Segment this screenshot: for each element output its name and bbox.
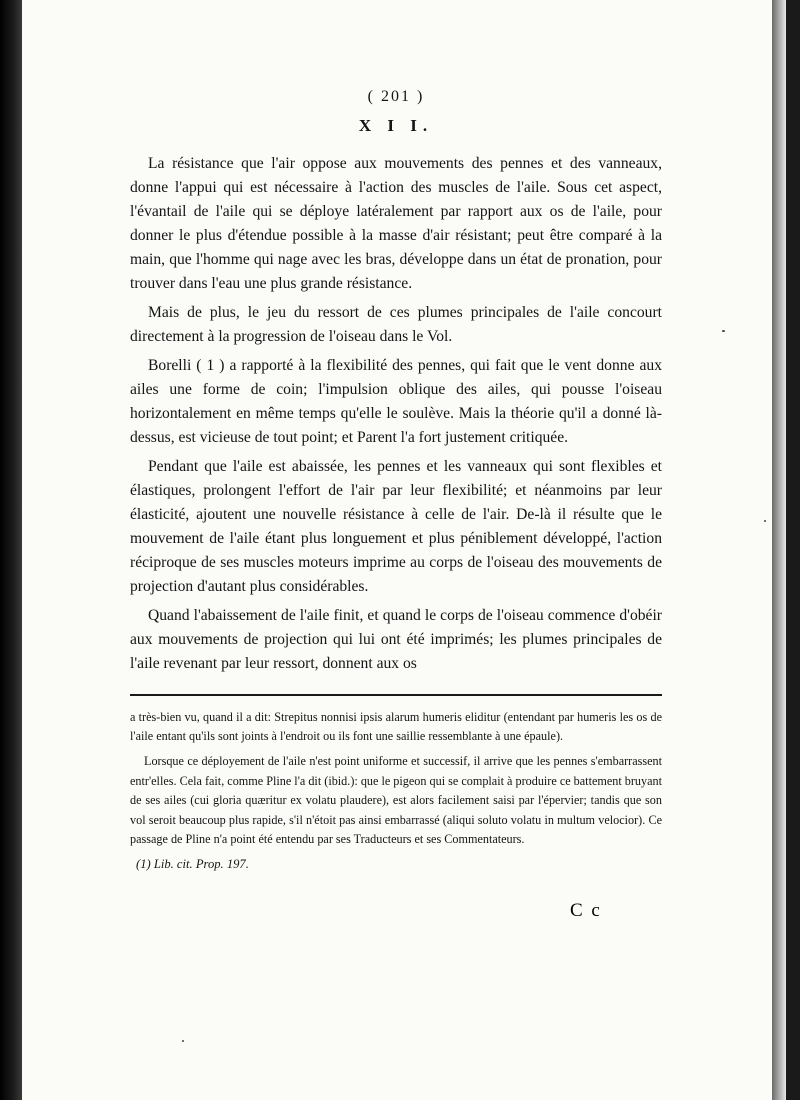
footnote: (1) Lib. cit. Prop. 197. — [136, 857, 249, 872]
scan-right-edge — [772, 0, 786, 1100]
note-paragraph: a très-bien vu, quand il a dit: Strepitus nonnisi ipsis alarum humeris eliditur (entendant par humeris les os de l'aile entant qu'ils sont joints à l'endroit ou ils font une saillie ressemblante à une épaule). — [130, 709, 662, 743]
note-paragraph: Lorsque ce déployement de l'aile n'est point uniforme et successif, il arrive que les pennes s'embarrassent entr'elles. Cela fait, comme Pline l'a dit (ibid.): que le pigeon qui se complait à produire ce battement bruyant de ses ailes (cui gloria quæritur ex volatu plaudere), est alors facilement saisi par l'épervier; tandis que son vol seroit beaucoup plus rapide, s'il n'étoit pas ainsi embarrassé (aliqui soluto volatu in multum velocior). Ce passage de Pline n'a point été entendu par ses Traducteurs et ses Commentateurs. — [130, 754, 663, 846]
body-paragraph: Borelli ( 1 ) a rapporté à la flexibilité des pennes, qui fait que le vent donne aux ailes une forme de coin; l'impulsion oblique des ailes, qui pousse l'oiseau horizontalement en même temps qu'elle le soulève. Mais la théorie qu'il a donné là-dessus, est vicieuse de tout point; et Parent l'a fort justement critiquée. — [130, 357, 662, 446]
body-paragraph: Pendant que l'aile est abaissée, les pennes et les vanneaux qui sont flexibles et élastiques, prolongent l'effort de l'air par leur flexibilité; et néanmoins par leur élasticité, ajoutent une nouvelle résistance à celle de l'air. De-là il résulte que le mouvement de l'aile étant plus longuement et plus péniblement développé, l'action réciproque de ses muscles moteurs imprime au corps de l'oiseau des mouvements de projection d'autant plus considérables. — [130, 458, 662, 595]
notes-divider — [130, 694, 662, 696]
body-paragraph: Quand l'abaissement de l'aile finit, et quand le corps de l'oiseau commence d'obéir aux mouvements de projection qui lui ont été imprimés; les plumes principales de l'aile revenant par leur ressort, donnent aux os — [130, 607, 662, 672]
signature-mark: C c — [570, 900, 602, 921]
page-content — [130, 88, 662, 873]
book-page — [22, 0, 786, 1100]
page-number: ( 201 ) — [367, 88, 425, 105]
ink-speck — [182, 1040, 184, 1042]
body-paragraph: Mais de plus, le jeu du ressort de ces plumes principales de l'aile concourt directement à la progression de l'oiseau dans le Vol. — [130, 304, 662, 345]
body-paragraph: La résistance que l'air oppose aux mouvements des pennes et des vanneaux, donne l'appui qui est nécessaire à l'action des muscles de l'aile. Sous cet aspect, l'évantail de l'aile qui se déploye latéralement par rapport aux os de l'aile, pour donner le plus d'étendue possible à la masse d'air résistant; peut être comparé à la main, que l'homme qui nage avec les bras, développe dans un état de pronation, pour trouver dans l'eau une plus grande résistance. — [130, 155, 662, 292]
section-title: X I I. — [358, 116, 434, 135]
ink-speck — [722, 330, 725, 332]
scan-left-edge — [0, 0, 22, 1100]
ink-speck — [764, 520, 766, 522]
